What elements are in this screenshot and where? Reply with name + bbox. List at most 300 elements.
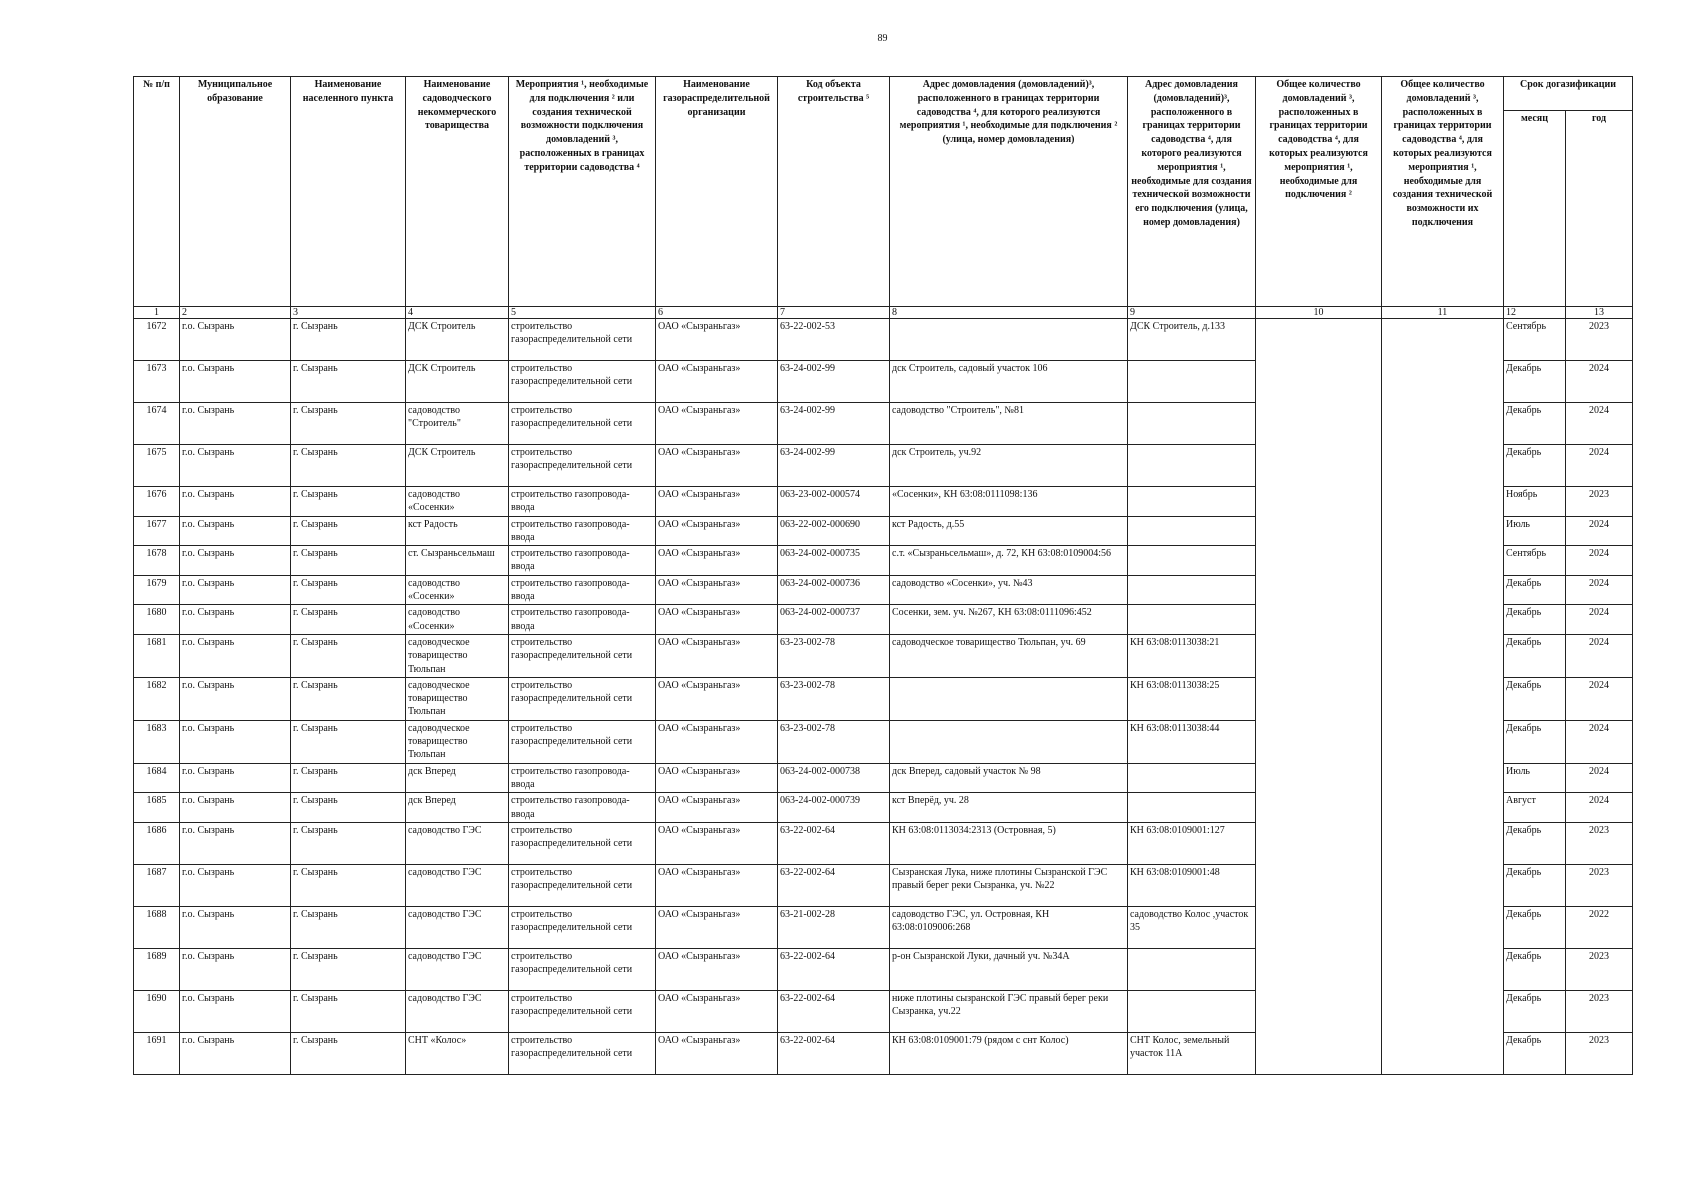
cell-row-number: 1675 [134, 445, 180, 487]
table-row [134, 361, 1633, 403]
cell-partnership: дск Вперед [406, 793, 509, 823]
cell-measures: строительство газопровода-ввода [509, 793, 656, 823]
cell-gas-organization: ОАО «Сызраньгаз» [656, 516, 778, 546]
cell-settlement: г. Сызрань [291, 763, 406, 793]
cell-gas-organization: ОАО «Сызраньгаз» [656, 822, 778, 864]
cell-municipality: г.о. Сызрань [180, 634, 291, 677]
cell-municipality: г.о. Сызрань [180, 793, 291, 823]
cell-count-connection [1256, 403, 1382, 445]
column-number: 8 [890, 307, 1128, 319]
cell-measures: строительство газопровода-ввода [509, 487, 656, 517]
table-row [134, 445, 1633, 487]
cell-count-connection [1256, 575, 1382, 605]
table-row [134, 546, 1633, 576]
cell-object-code: 63-23-002-78 [778, 634, 890, 677]
cell-count-connection [1256, 319, 1382, 361]
cell-year: 2024 [1566, 575, 1633, 605]
table-row [134, 516, 1633, 546]
cell-gas-organization: ОАО «Сызраньгаз» [656, 634, 778, 677]
cell-count-technical [1382, 361, 1504, 403]
cell-partnership: садоводство "Строитель" [406, 403, 509, 445]
cell-month: Декабрь [1504, 403, 1566, 445]
cell-year: 2023 [1566, 948, 1633, 990]
cell-settlement: г. Сызрань [291, 990, 406, 1032]
cell-month: Декабрь [1504, 864, 1566, 906]
cell-measures: строительство газораспределительной сети [509, 1032, 656, 1074]
cell-object-code: 063-23-002-000574 [778, 487, 890, 517]
cell-month: Декабрь [1504, 990, 1566, 1032]
table-row [134, 990, 1633, 1032]
cell-settlement: г. Сызрань [291, 634, 406, 677]
cell-object-code: 63-22-002-64 [778, 948, 890, 990]
page-number: 89 [877, 33, 888, 44]
cell-gas-organization: ОАО «Сызраньгаз» [656, 864, 778, 906]
cell-year: 2024 [1566, 516, 1633, 546]
cell-gas-organization: ОАО «Сызраньгаз» [656, 575, 778, 605]
cell-measures: строительство газораспределительной сети [509, 990, 656, 1032]
cell-address-connection: садоводческое товарищество Тюльпан, уч. 69 [890, 634, 1128, 677]
cell-measures: строительство газопровода-ввода [509, 605, 656, 635]
cell-count-technical [1382, 516, 1504, 546]
cell-address-technical: ДСК Строитель, д.133 [1128, 319, 1256, 361]
column-number: 1 [134, 307, 180, 319]
cell-address-technical [1128, 403, 1256, 445]
cell-gas-organization: ОАО «Сызраньгаз» [656, 403, 778, 445]
column-number: 12 [1504, 307, 1566, 319]
cell-row-number: 1676 [134, 487, 180, 517]
cell-address-connection: КН 63:08:0109001:79 (рядом с снт Колос) [890, 1032, 1128, 1074]
cell-address-connection: «Сосенки», КН 63:08:0111098:136 [890, 487, 1128, 517]
cell-month: Декабрь [1504, 948, 1566, 990]
cell-count-connection [1256, 720, 1382, 763]
cell-municipality: г.о. Сызрань [180, 906, 291, 948]
cell-count-connection [1256, 990, 1382, 1032]
cell-measures: строительство газораспределительной сети [509, 948, 656, 990]
cell-address-technical [1128, 793, 1256, 823]
cell-count-connection [1256, 1032, 1382, 1074]
header-count-technical: Общее количество домовладений ³, расположенных в границах территории садоводства ⁴, для которых реализуются мероприятия ¹, необходимые для создания технической возможности их подключения [1382, 77, 1504, 307]
cell-measures: строительство газораспределительной сети [509, 720, 656, 763]
table-row [134, 864, 1633, 906]
cell-object-code: 063-24-002-000736 [778, 575, 890, 605]
cell-partnership: ДСК Строитель [406, 319, 509, 361]
cell-count-connection [1256, 605, 1382, 635]
header-object-code: Код объекта строительства ⁵ [778, 77, 890, 307]
cell-settlement: г. Сызрань [291, 319, 406, 361]
cell-address-technical: КН 63:08:0113038:44 [1128, 720, 1256, 763]
cell-row-number: 1677 [134, 516, 180, 546]
cell-measures: строительство газораспределительной сети [509, 319, 656, 361]
cell-partnership: садоводство ГЭС [406, 822, 509, 864]
cell-row-number: 1681 [134, 634, 180, 677]
column-number: 13 [1566, 307, 1633, 319]
cell-year: 2024 [1566, 605, 1633, 635]
cell-settlement: г. Сызрань [291, 403, 406, 445]
cell-municipality: г.о. Сызрань [180, 516, 291, 546]
cell-address-connection: Сызранская Лука, ниже плотины Сызранской ГЭС правый берег реки Сызранка, уч. №22 [890, 864, 1128, 906]
header-deadline: Срок догазификации [1504, 77, 1633, 111]
cell-object-code: 063-24-002-000737 [778, 605, 890, 635]
table-row [134, 677, 1633, 720]
cell-object-code: 63-24-002-99 [778, 445, 890, 487]
cell-partnership: садоводство «Сосенки» [406, 487, 509, 517]
table-row [134, 1032, 1633, 1074]
table-row [134, 487, 1633, 517]
cell-count-connection [1256, 445, 1382, 487]
cell-row-number: 1683 [134, 720, 180, 763]
cell-object-code: 63-22-002-64 [778, 822, 890, 864]
cell-row-number: 1690 [134, 990, 180, 1032]
cell-measures: строительство газопровода-ввода [509, 516, 656, 546]
cell-count-technical [1382, 793, 1504, 823]
cell-row-number: 1691 [134, 1032, 180, 1074]
cell-address-connection: кст Радость, д.55 [890, 516, 1128, 546]
cell-count-technical [1382, 677, 1504, 720]
cell-partnership: дск Вперед [406, 763, 509, 793]
cell-municipality: г.о. Сызрань [180, 677, 291, 720]
cell-measures: строительство газораспределительной сети [509, 445, 656, 487]
cell-year: 2024 [1566, 720, 1633, 763]
cell-settlement: г. Сызрань [291, 720, 406, 763]
column-number: 7 [778, 307, 890, 319]
cell-count-connection [1256, 948, 1382, 990]
cell-month: Декабрь [1504, 1032, 1566, 1074]
cell-municipality: г.о. Сызрань [180, 763, 291, 793]
cell-gas-organization: ОАО «Сызраньгаз» [656, 948, 778, 990]
cell-measures: строительство газораспределительной сети [509, 634, 656, 677]
cell-address-technical [1128, 763, 1256, 793]
cell-partnership: садоводческое товарищество Тюльпан [406, 634, 509, 677]
cell-gas-organization: ОАО «Сызраньгаз» [656, 720, 778, 763]
cell-measures: строительство газораспределительной сети [509, 864, 656, 906]
header-row-number: № п/п [134, 77, 180, 307]
table-row [134, 720, 1633, 763]
cell-gas-organization: ОАО «Сызраньгаз» [656, 319, 778, 361]
cell-object-code: 63-21-002-28 [778, 906, 890, 948]
cell-address-connection: р-он Сызранской Луки, дачный уч. №34А [890, 948, 1128, 990]
cell-gas-organization: ОАО «Сызраньгаз» [656, 1032, 778, 1074]
cell-address-technical: КН 63:08:0113038:21 [1128, 634, 1256, 677]
cell-address-technical [1128, 445, 1256, 487]
header-municipality: Муниципальное образование [180, 77, 291, 307]
cell-month: Декабрь [1504, 605, 1566, 635]
header-count-connection: Общее количество домовладений ³, расположенных в границах территории садоводства ⁴, для которых реализуются мероприятия ¹, необходимые для подключения ² [1256, 77, 1382, 307]
cell-month: Июль [1504, 763, 1566, 793]
cell-measures: строительство газопровода-ввода [509, 575, 656, 605]
cell-row-number: 1678 [134, 546, 180, 576]
cell-partnership: садоводство «Сосенки» [406, 575, 509, 605]
table-row [134, 319, 1633, 361]
cell-municipality: г.о. Сызрань [180, 487, 291, 517]
cell-address-connection: дск Строитель, садовый участок 106 [890, 361, 1128, 403]
cell-gas-organization: ОАО «Сызраньгаз» [656, 605, 778, 635]
cell-year: 2024 [1566, 361, 1633, 403]
cell-count-technical [1382, 720, 1504, 763]
cell-address-technical [1128, 516, 1256, 546]
cell-partnership: садоводство «Сосенки» [406, 605, 509, 635]
cell-month: Июль [1504, 516, 1566, 546]
cell-partnership: садоводство ГЭС [406, 864, 509, 906]
cell-month: Декабрь [1504, 822, 1566, 864]
column-number: 10 [1256, 307, 1382, 319]
cell-municipality: г.о. Сызрань [180, 361, 291, 403]
cell-month: Ноябрь [1504, 487, 1566, 517]
cell-row-number: 1680 [134, 605, 180, 635]
cell-count-technical [1382, 948, 1504, 990]
cell-month: Декабрь [1504, 677, 1566, 720]
table-row [134, 948, 1633, 990]
cell-gas-organization: ОАО «Сызраньгаз» [656, 445, 778, 487]
cell-partnership: ДСК Строитель [406, 361, 509, 403]
cell-address-technical: КН 63:08:0109001:48 [1128, 864, 1256, 906]
cell-year: 2024 [1566, 763, 1633, 793]
table-row [134, 403, 1633, 445]
cell-count-connection [1256, 763, 1382, 793]
cell-partnership: ДСК Строитель [406, 445, 509, 487]
cell-address-technical [1128, 575, 1256, 605]
cell-partnership: садоводство ГЭС [406, 906, 509, 948]
cell-gas-organization: ОАО «Сызраньгаз» [656, 677, 778, 720]
cell-address-connection: с.т. «Сызраньсельмаш», д. 72, КН 63:08:0109004:56 [890, 546, 1128, 576]
cell-municipality: г.о. Сызрань [180, 1032, 291, 1074]
cell-count-connection [1256, 361, 1382, 403]
cell-count-connection [1256, 634, 1382, 677]
cell-object-code: 063-22-002-000690 [778, 516, 890, 546]
cell-count-technical [1382, 445, 1504, 487]
cell-municipality: г.о. Сызрань [180, 445, 291, 487]
cell-object-code: 063-24-002-000739 [778, 793, 890, 823]
cell-settlement: г. Сызрань [291, 677, 406, 720]
cell-row-number: 1672 [134, 319, 180, 361]
cell-address-connection: дск Строитель, уч.92 [890, 445, 1128, 487]
cell-row-number: 1688 [134, 906, 180, 948]
cell-settlement: г. Сызрань [291, 605, 406, 635]
cell-row-number: 1674 [134, 403, 180, 445]
cell-month: Сентябрь [1504, 546, 1566, 576]
cell-count-connection [1256, 487, 1382, 517]
cell-year: 2023 [1566, 864, 1633, 906]
cell-address-connection: ниже плотины сызранской ГЭС правый берег реки Сызранка, уч.22 [890, 990, 1128, 1032]
cell-month: Декабрь [1504, 445, 1566, 487]
header-measures: Мероприятия ¹, необходимые для подключения ² или создания технической возможности подключения домовладений ³, расположенных в границах территории садоводства ⁴ [509, 77, 656, 307]
cell-address-technical [1128, 361, 1256, 403]
cell-settlement: г. Сызрань [291, 546, 406, 576]
cell-count-technical [1382, 487, 1504, 517]
cell-month: Сентябрь [1504, 319, 1566, 361]
table-row [134, 763, 1633, 793]
cell-address-connection: садоводство "Строитель", №81 [890, 403, 1128, 445]
cell-object-code: 63-23-002-78 [778, 720, 890, 763]
cell-settlement: г. Сызрань [291, 822, 406, 864]
cell-partnership: садоводство ГЭС [406, 990, 509, 1032]
cell-year: 2023 [1566, 1032, 1633, 1074]
column-number: 6 [656, 307, 778, 319]
column-number: 5 [509, 307, 656, 319]
cell-gas-organization: ОАО «Сызраньгаз» [656, 546, 778, 576]
cell-object-code: 63-22-002-64 [778, 990, 890, 1032]
cell-row-number: 1686 [134, 822, 180, 864]
cell-object-code: 63-22-002-53 [778, 319, 890, 361]
cell-address-connection [890, 677, 1128, 720]
cell-object-code: 63-24-002-99 [778, 403, 890, 445]
header-settlement: Наименование населенного пункта [291, 77, 406, 307]
cell-address-connection [890, 720, 1128, 763]
cell-count-connection [1256, 906, 1382, 948]
cell-gas-organization: ОАО «Сызраньгаз» [656, 361, 778, 403]
cell-address-connection: садоводство ГЭС, ул. Островная, КН 63:08:0109006:268 [890, 906, 1128, 948]
cell-partnership: садоводческое товарищество Тюльпан [406, 677, 509, 720]
cell-month: Декабрь [1504, 906, 1566, 948]
cell-address-technical [1128, 546, 1256, 576]
cell-measures: строительство газораспределительной сети [509, 361, 656, 403]
column-number: 3 [291, 307, 406, 319]
cell-measures: строительство газораспределительной сети [509, 677, 656, 720]
cell-gas-organization: ОАО «Сызраньгаз» [656, 990, 778, 1032]
table-row [134, 575, 1633, 605]
cell-count-connection [1256, 516, 1382, 546]
cell-address-technical [1128, 990, 1256, 1032]
cell-year: 2024 [1566, 677, 1633, 720]
cell-partnership: ст. Сызраньсельмаш [406, 546, 509, 576]
cell-address-connection [890, 319, 1128, 361]
cell-measures: строительство газораспределительной сети [509, 403, 656, 445]
gasification-table [133, 76, 1633, 1075]
cell-row-number: 1689 [134, 948, 180, 990]
cell-count-technical [1382, 906, 1504, 948]
table-row [134, 822, 1633, 864]
cell-settlement: г. Сызрань [291, 487, 406, 517]
cell-address-connection: садоводство «Сосенки», уч. №43 [890, 575, 1128, 605]
table-row [134, 605, 1633, 635]
cell-month: Август [1504, 793, 1566, 823]
cell-year: 2023 [1566, 487, 1633, 517]
cell-measures: строительство газопровода-ввода [509, 763, 656, 793]
cell-measures: строительство газораспределительной сети [509, 906, 656, 948]
cell-count-technical [1382, 763, 1504, 793]
column-number: 11 [1382, 307, 1504, 319]
cell-gas-organization: ОАО «Сызраньгаз» [656, 793, 778, 823]
cell-year: 2023 [1566, 822, 1633, 864]
table-body [134, 319, 1633, 1075]
cell-count-technical [1382, 1032, 1504, 1074]
cell-year: 2024 [1566, 634, 1633, 677]
cell-municipality: г.о. Сызрань [180, 864, 291, 906]
cell-count-connection [1256, 677, 1382, 720]
cell-object-code: 063-24-002-000738 [778, 763, 890, 793]
cell-municipality: г.о. Сызрань [180, 546, 291, 576]
cell-measures: строительство газораспределительной сети [509, 822, 656, 864]
column-number: 2 [180, 307, 291, 319]
cell-address-technical: садоводство Колос ,участок 35 [1128, 906, 1256, 948]
column-number: 9 [1128, 307, 1256, 319]
cell-row-number: 1673 [134, 361, 180, 403]
cell-municipality: г.о. Сызрань [180, 319, 291, 361]
cell-settlement: г. Сызрань [291, 948, 406, 990]
table-row [134, 634, 1633, 677]
cell-year: 2024 [1566, 403, 1633, 445]
cell-settlement: г. Сызрань [291, 516, 406, 546]
header-address-technical: Адрес домовладения (домовладений)³, расположенного в границах территории садоводства ⁴, для которого реализуются мероприятия ¹, необходимые для создания технической возможности его подключения (улица, номер домовладения) [1128, 77, 1256, 307]
cell-partnership: СНТ «Колос» [406, 1032, 509, 1074]
header-address-connection: Адрес домовладения (домовладений)³, расположенного в границах территории садоводства ⁴, для которого реализуются мероприятия ¹, необходимые для подключения ² (улица, номер домовладения) [890, 77, 1128, 307]
cell-count-connection [1256, 864, 1382, 906]
cell-address-connection: Сосенки, зем. уч. №267, КН 63:08:0111096:452 [890, 605, 1128, 635]
header-month: месяц [1504, 111, 1566, 307]
cell-gas-organization: ОАО «Сызраньгаз» [656, 487, 778, 517]
cell-partnership: кст Радость [406, 516, 509, 546]
cell-count-connection [1256, 793, 1382, 823]
cell-municipality: г.о. Сызрань [180, 575, 291, 605]
cell-settlement: г. Сызрань [291, 864, 406, 906]
cell-municipality: г.о. Сызрань [180, 720, 291, 763]
cell-address-technical: КН 63:08:0109001:127 [1128, 822, 1256, 864]
cell-object-code: 63-22-002-64 [778, 864, 890, 906]
cell-address-technical [1128, 948, 1256, 990]
cell-address-technical: СНТ Колос, земельный участок 11А [1128, 1032, 1256, 1074]
cell-year: 2024 [1566, 546, 1633, 576]
cell-address-connection: кст Вперёд, уч. 28 [890, 793, 1128, 823]
column-number-row [134, 307, 1633, 319]
cell-row-number: 1679 [134, 575, 180, 605]
cell-municipality: г.о. Сызрань [180, 990, 291, 1032]
cell-settlement: г. Сызрань [291, 793, 406, 823]
cell-count-technical [1382, 605, 1504, 635]
cell-object-code: 63-24-002-99 [778, 361, 890, 403]
cell-count-technical [1382, 575, 1504, 605]
cell-count-technical [1382, 634, 1504, 677]
cell-row-number: 1684 [134, 763, 180, 793]
cell-address-technical [1128, 605, 1256, 635]
header-partnership: Наименование садоводческого некоммерческого товарищества [406, 77, 509, 307]
cell-partnership: садоводство ГЭС [406, 948, 509, 990]
cell-row-number: 1685 [134, 793, 180, 823]
cell-count-technical [1382, 822, 1504, 864]
cell-count-connection [1256, 546, 1382, 576]
cell-year: 2023 [1566, 319, 1633, 361]
cell-year: 2022 [1566, 906, 1633, 948]
cell-municipality: г.о. Сызрань [180, 403, 291, 445]
cell-municipality: г.о. Сызрань [180, 948, 291, 990]
cell-year: 2024 [1566, 793, 1633, 823]
cell-object-code: 63-22-002-64 [778, 1032, 890, 1074]
cell-month: Декабрь [1504, 361, 1566, 403]
header-year: год [1566, 111, 1633, 307]
cell-measures: строительство газопровода-ввода [509, 546, 656, 576]
table-row [134, 906, 1633, 948]
cell-year: 2024 [1566, 445, 1633, 487]
cell-month: Декабрь [1504, 575, 1566, 605]
cell-month: Декабрь [1504, 634, 1566, 677]
cell-settlement: г. Сызрань [291, 1032, 406, 1074]
header-gas-organization: Наименование газораспределительной организации [656, 77, 778, 307]
cell-settlement: г. Сызрань [291, 361, 406, 403]
cell-gas-organization: ОАО «Сызраньгаз» [656, 906, 778, 948]
cell-settlement: г. Сызрань [291, 906, 406, 948]
cell-address-connection: дск Вперед, садовый участок № 98 [890, 763, 1128, 793]
cell-month: Декабрь [1504, 720, 1566, 763]
cell-row-number: 1687 [134, 864, 180, 906]
cell-count-technical [1382, 864, 1504, 906]
cell-settlement: г. Сызрань [291, 575, 406, 605]
cell-object-code: 63-23-002-78 [778, 677, 890, 720]
cell-count-connection [1256, 822, 1382, 864]
cell-partnership: садоводческое товарищество Тюльпан [406, 720, 509, 763]
cell-count-technical [1382, 990, 1504, 1032]
cell-gas-organization: ОАО «Сызраньгаз» [656, 763, 778, 793]
table-row [134, 793, 1633, 823]
cell-address-technical [1128, 487, 1256, 517]
cell-municipality: г.о. Сызрань [180, 822, 291, 864]
